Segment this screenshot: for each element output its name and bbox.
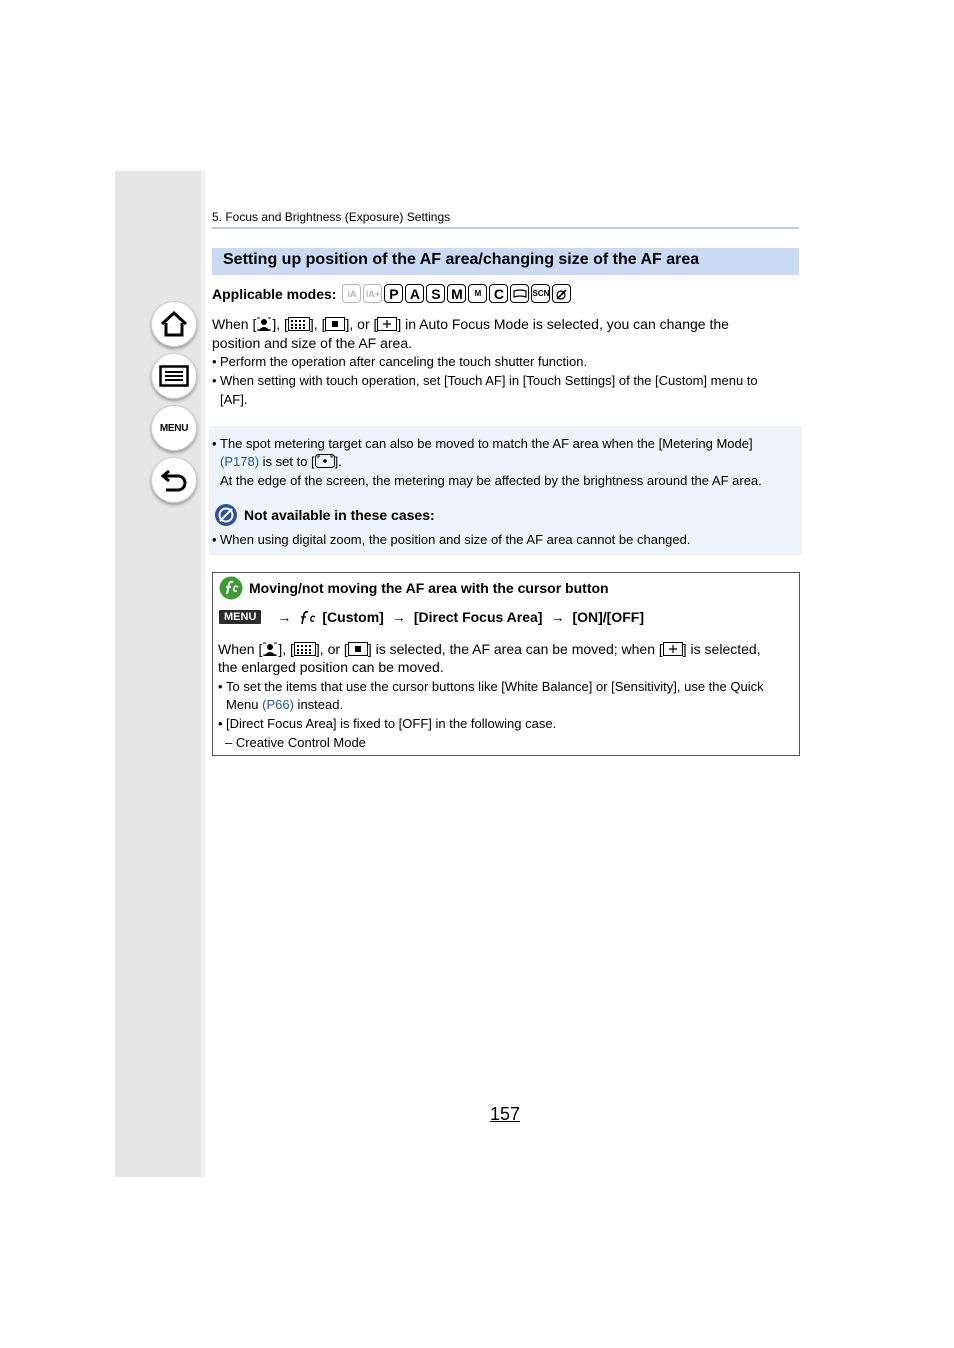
note-text: The spot metering target can also be moved to match the AF area when the [Metering Mode] [220, 436, 753, 451]
return-arrow-icon [160, 468, 188, 492]
text-fragment: ], [ [278, 641, 294, 657]
menu-path-custom: [Custom] [322, 609, 384, 625]
bullet-text: When setting with touch operation, set [Touch AF] in [Touch Settings] of the [Custom] menu to [220, 373, 758, 388]
menu-path [219, 609, 644, 625]
text-fragment: ], or [ [345, 316, 378, 332]
mode-a-icon: A [405, 284, 424, 303]
bullet-dot: • [212, 373, 217, 388]
mode-creative-icon [552, 284, 571, 303]
custom-setting-heading [219, 576, 609, 600]
applicable-modes [212, 284, 573, 303]
mode-c-icon: C [489, 284, 508, 303]
bullet-text: instead. [293, 697, 344, 712]
mode-movie-m-icon: M [468, 284, 487, 303]
bullet-text: [AF]. [220, 392, 248, 407]
bullet-dot: • [212, 532, 217, 547]
text-fragment: ], [ [272, 316, 288, 332]
list-item-continuation [218, 695, 798, 714]
custom-menu-icon [299, 609, 317, 625]
intro-line-1 [212, 315, 802, 334]
bullet-dot: • [212, 436, 217, 451]
contents-button[interactable] [151, 353, 197, 399]
back-button[interactable] [151, 457, 197, 503]
note-item-continuation [212, 452, 802, 471]
mode-m-icon: M [447, 284, 466, 303]
text-fragment: ] is selected, [682, 641, 761, 657]
home-icon [160, 311, 188, 337]
text-fragment: When [ [212, 316, 257, 332]
section-title: Setting up position of the AF area/changing size of the AF area [212, 248, 799, 275]
page-link-p178[interactable]: (P178) [220, 454, 260, 469]
mode-p-icon: P [384, 284, 403, 303]
not-available-icon [214, 503, 238, 527]
one-area-icon [325, 317, 345, 331]
face-eye-detection-icon [262, 642, 278, 656]
custom-paragraph-line-2: the enlarged position can be moved. [218, 659, 444, 675]
not-available-text: When using digital zoom, the position and size of the AF area cannot be changed. [220, 532, 691, 547]
text-fragment: ], [ [309, 316, 326, 332]
text-fragment: ] is selected, the AF area can be moved; when [ [367, 641, 663, 657]
one-area-icon [348, 642, 368, 656]
not-available-heading [214, 503, 435, 527]
pinpoint-icon [663, 642, 683, 656]
menu-label: MENU [159, 422, 189, 434]
mode-ia-icon: iA [342, 284, 361, 303]
bullet-dot: • [218, 679, 223, 694]
arrow-icon: → [550, 609, 565, 625]
custom-setting-title: Moving/not moving the AF area with the cursor button [249, 580, 609, 596]
custom-paragraph-line-1 [218, 640, 798, 659]
applicable-modes-label: Applicable modes: [212, 285, 337, 302]
list-item [218, 714, 798, 733]
bullet-text: [Direct Focus Area] is fixed to [OFF] in the following case. [226, 716, 557, 731]
menu-path-on-off: [ON]/[OFF] [572, 609, 644, 625]
bullet-text: Menu [226, 697, 263, 712]
multi-area-icon [294, 642, 316, 656]
page-number: 157 [490, 1104, 521, 1124]
bullet-dot: • [218, 716, 223, 731]
note-text: ]. [334, 454, 342, 469]
sidebar-edge [201, 171, 205, 1177]
list-item [218, 677, 798, 696]
arrow-icon: → [391, 609, 406, 625]
note-text: At the edge of the screen, the metering may be affected by the brightness around the AF area. [220, 473, 762, 488]
sub-list-item: – Creative Control Mode [225, 735, 366, 750]
text-fragment: ] in Auto Focus Mode is selected, you can change the [397, 316, 729, 332]
arrow-icon: → [277, 609, 292, 625]
home-button[interactable] [151, 301, 197, 347]
mode-ia-plus-icon: iA+ [363, 284, 382, 303]
bullet-dot: • [212, 354, 217, 369]
menu-badge: MENU [219, 610, 261, 624]
multi-area-icon [288, 317, 310, 331]
text-fragment: ], or [ [315, 641, 348, 657]
face-eye-detection-icon [256, 317, 272, 331]
bullet-text: To set the items that use the cursor buttons like [White Balance] or [Sensitivity], use the Quick [226, 679, 764, 694]
menu-path-direct-focus-area: [Direct Focus Area] [413, 609, 543, 625]
mode-s-icon: S [426, 284, 445, 303]
page-link-p66[interactable]: (P66) [262, 697, 294, 712]
list-icon [159, 365, 189, 387]
custom-setting-icon [219, 576, 243, 600]
list-item [212, 371, 802, 390]
note-item [212, 434, 802, 453]
not-available-title: Not available in these cases: [244, 507, 435, 523]
mode-panorama-icon [510, 284, 529, 303]
mode-scn-icon: SCN [531, 284, 550, 303]
bullet-text: Perform the operation after canceling the touch shutter function. [220, 354, 588, 369]
list-item-continuation [212, 390, 802, 409]
text-fragment: When [ [218, 641, 263, 657]
not-available-item [212, 530, 802, 549]
list-item [212, 352, 802, 371]
menu-button[interactable] [151, 405, 197, 451]
spot-metering-icon [315, 454, 335, 468]
chapter-header: 5. Focus and Brightness (Exposure) Settings [212, 210, 451, 224]
pinpoint-icon [377, 317, 397, 331]
note-text: is set to [ [259, 454, 315, 469]
note-item-continuation [212, 471, 802, 490]
intro-line-2: position and size of the AF area. [212, 335, 413, 351]
header-divider [212, 227, 799, 229]
